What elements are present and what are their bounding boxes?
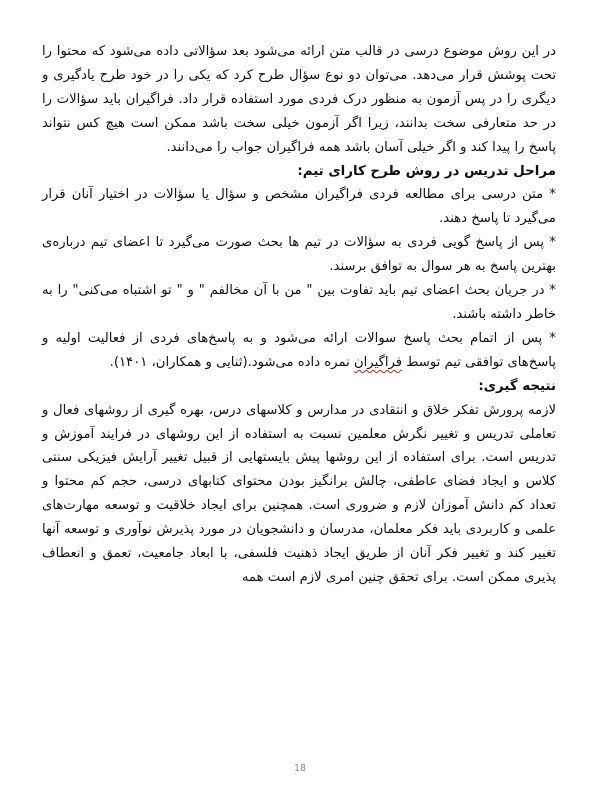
page-body xyxy=(42,40,556,590)
stage-item-4-text: * پس از اتمام بحث پاسخ سوالات ارائه می‌شود و به پاسخ‌های فردی از فعالیت اولیه و پاسخ‌های توافقی تیم توسط xyxy=(42,330,556,370)
intro-paragraph: در این روش موضوع درسی در قالب متن ارائه می‌شود بعد سؤالاتی داده می‌شود که محتوا را تحت پوشش قرار می‌دهد. می‌توان دو نوع سؤال طرح کرد که یکی را در خود طرح یادگیری و دیگری را در پس آزمون به منظور درک فردی مورد استفاده قرار داد. فراگیران باید سؤالات را در حد متعارفی سخت بدانند، زیرا اگر آزمون خیلی سخت باشد ممکن است هیچ کس نتواند پاسخ را پیدا کند و اگر خیلی آسان باشد همه فراگیران جواب را می‌دانند. xyxy=(42,44,556,155)
stage-item-2: * پس از پاسخ گویی فردی به سؤالات در تیم ها بحث صورت می‌گیرد تا اعضای تیم درباره‌ی بهترین پاسخ به هر سوال به توافق برسند. xyxy=(42,235,556,275)
stage-item-1: * متن درسی برای مطالعه فردی فراگیران مشخص و سؤال یا سؤالات در اختیار آنان قرار می‌گیرد تا پاسخ دهند. xyxy=(42,187,556,227)
stage-item-4-citation: نمره داده می‌شود.(ثنایی و همکاران، ۱۴۰۱). xyxy=(109,354,354,370)
conclusion-heading: نتیجه گیری: xyxy=(478,378,556,394)
conclusion-paragraph: لازمه پرورش تفکر خلاق و انتقادی در مدارس و کلاسهای درس، بهره گیری از روشهای فعال و تعاملی تدریس و تغییر نگرش معلمین نسبت به استفاده از این روشهای در فرایند آموزش و تدریس است. برای استفاده از این روشها پیش بایستهایی از قبیل تغییر آرایش فیزیکی سنتی کلاس و ایجاد فضای عاطفی، چالش برانگیز بودن محتوای کتابهای درسی، حجم کم محتوا و تعداد کم دانش آموزان لازم و ضروری است. همچنین برای ایجاد خلاقیت و توسعه مهارت‌های علمی و کاربردی باید فکر معلمان، مدرسان و دانشجویان در مورد پذیرش نوآوری و توسعه آنها تغییر کند و تغییر فکر آنان از طریق ایجاد ذهنیت فلسفی، با ابعاد جامعیت، تعمق و انعطاف پذیری ممکن است. برای تحقق چنین امری لازم است همه xyxy=(42,402,556,585)
spellcheck-marked-word: فراگیران xyxy=(353,354,403,370)
stage-item-4 xyxy=(42,327,556,375)
teaching-stages-heading: مراحل تدریس در روش طرح کارای تیم: xyxy=(297,163,556,179)
page-number: 18 xyxy=(293,763,307,774)
stage-item-3: * در جریان بحث اعضای تیم باید تفاوت بین " من با آن مخالفم " و " تو اشتباه می‌کنی" را به خاطر داشته باشند. xyxy=(42,283,556,322)
